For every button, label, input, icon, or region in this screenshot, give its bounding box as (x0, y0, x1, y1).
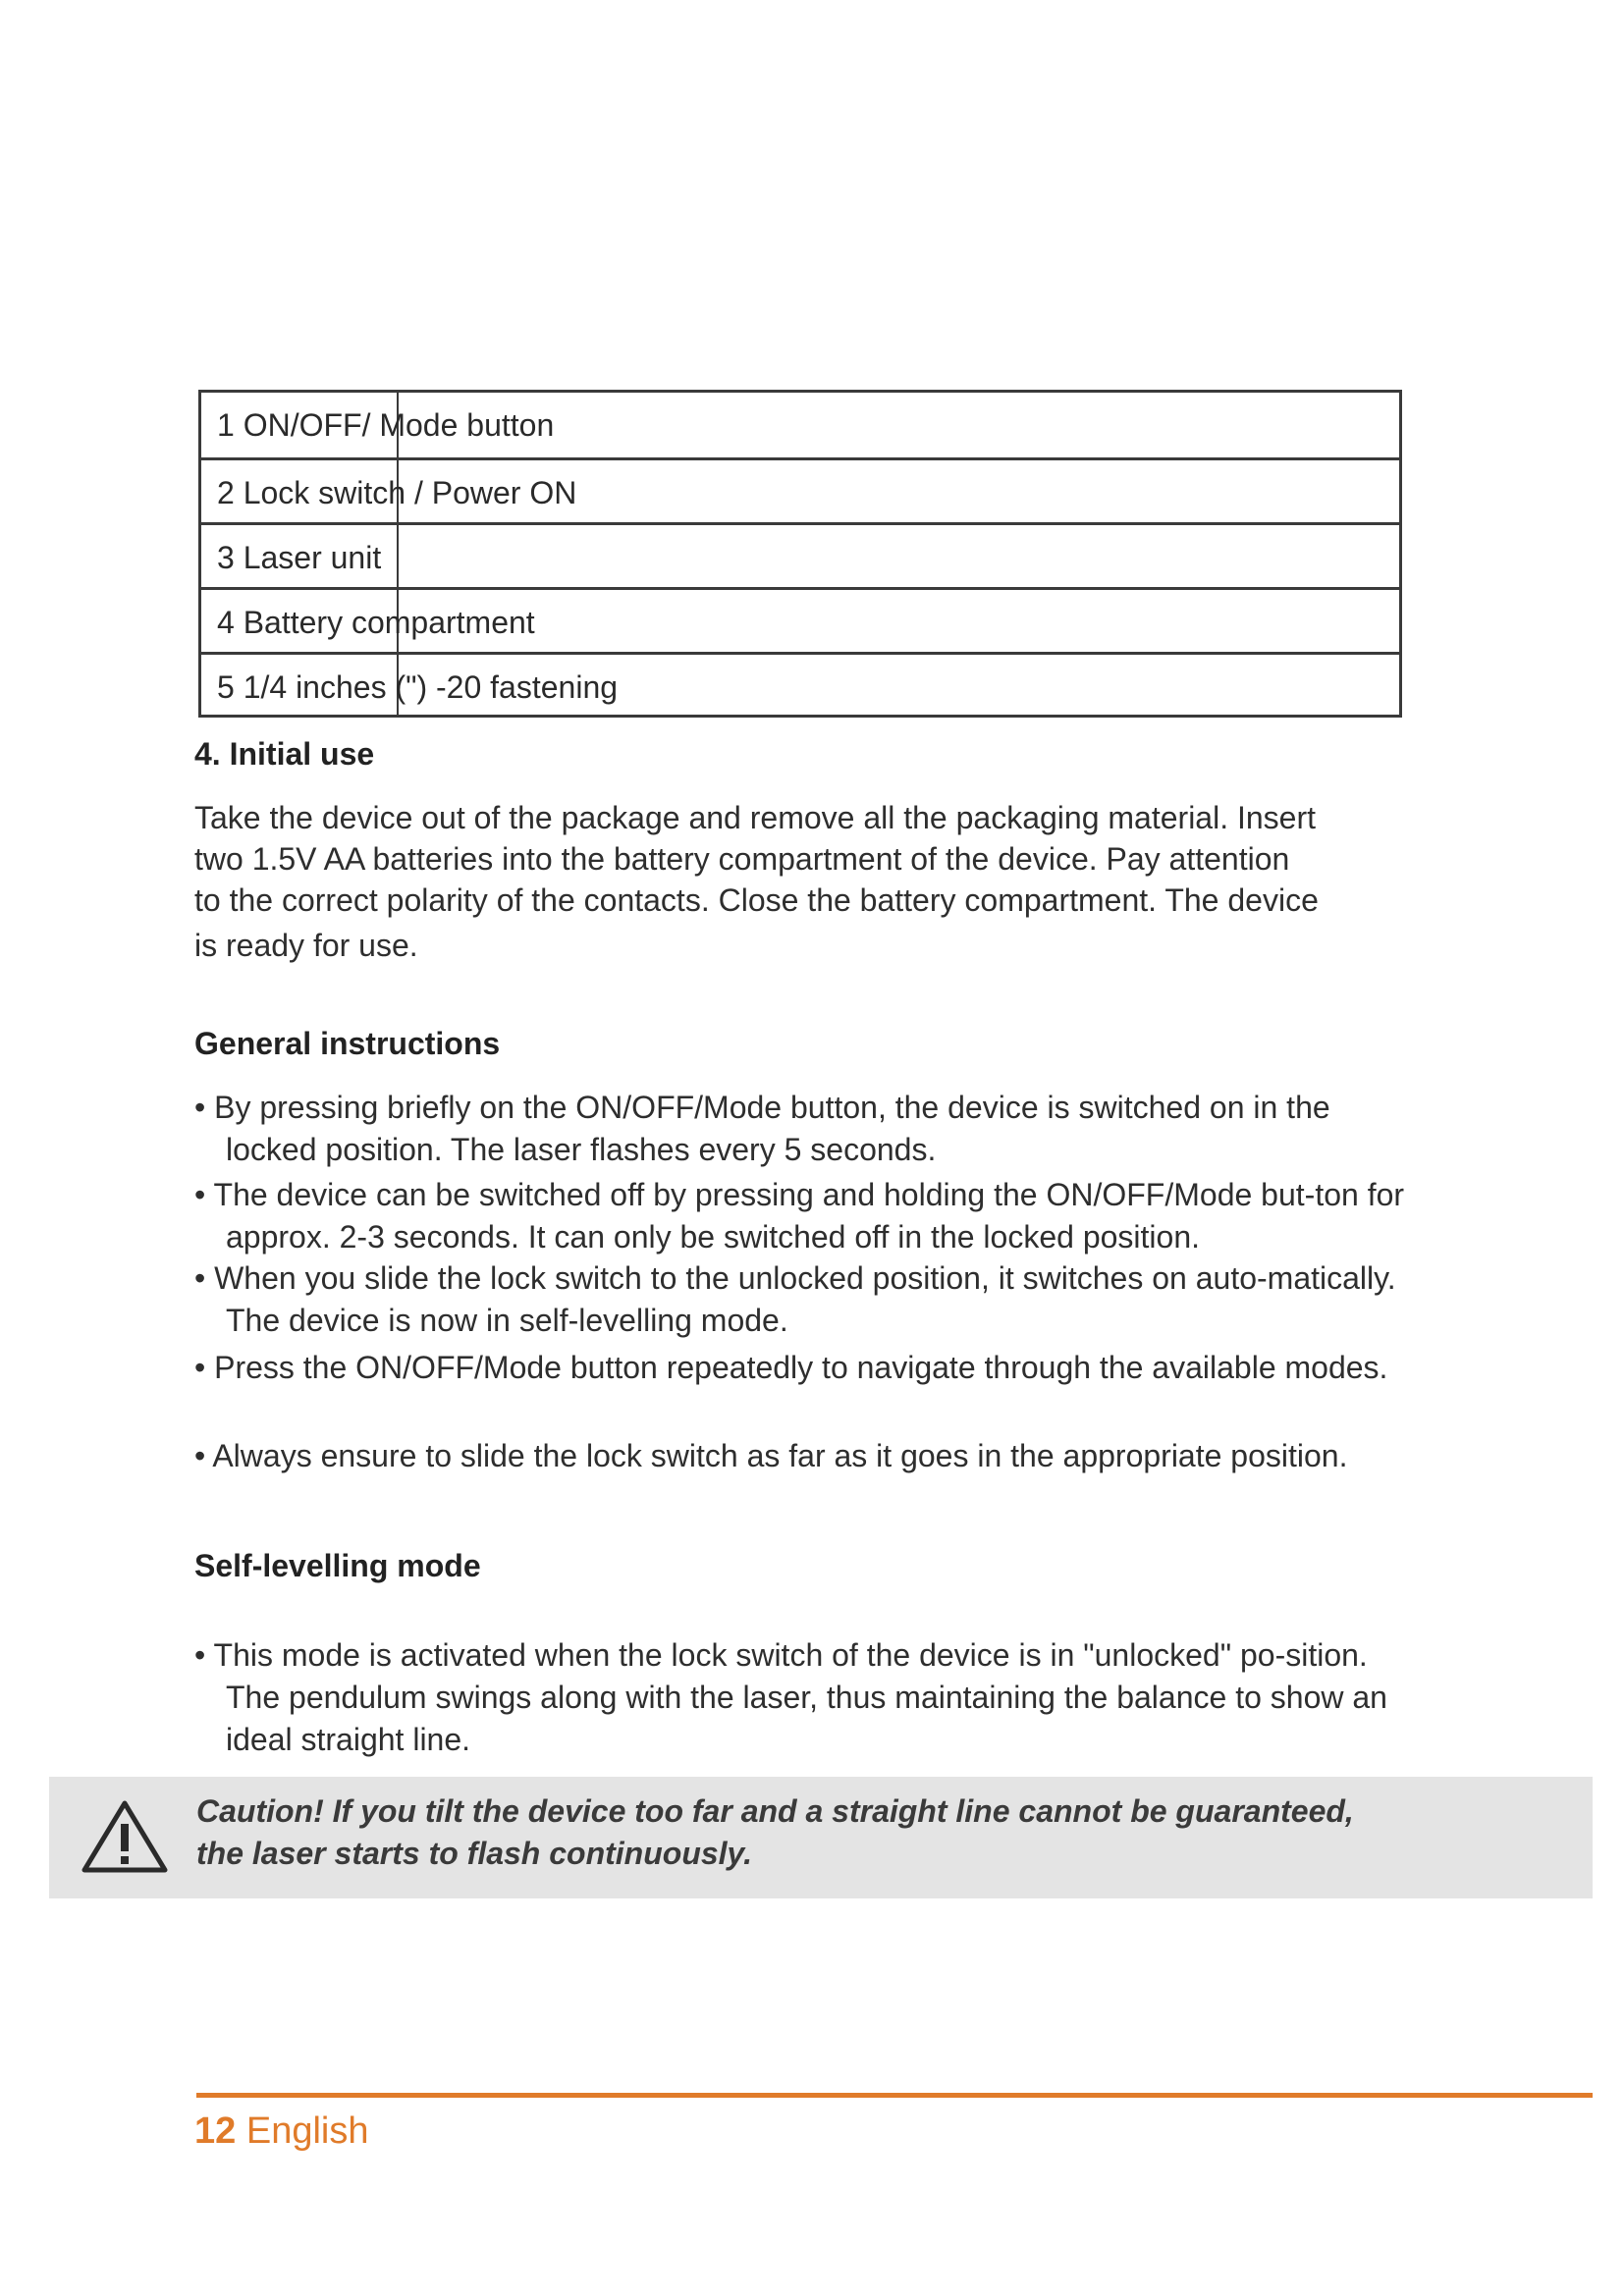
self-levelling-bullet: • This mode is activated when the lock switch of the device is in "unlocked" po-sition. The pendulum swings along with the laser, thus maintaining the balance to show an ideal straight line. (194, 1637, 1387, 1757)
initial-use-line: to the correct polarity of the contacts. Close the battery compartment. The device (194, 882, 1319, 918)
general-bullet: • Press the ON/OFF/Mode button repeatedly to navigate through the available modes. (194, 1350, 1388, 1385)
page-footer (194, 2110, 368, 2153)
table-row: 4 Battery compartment (201, 587, 1399, 652)
initial-use-line: Take the device out of the package and remove all the packaging material. Insert (194, 800, 1317, 835)
self-levelling-heading: Self-levelling mode (194, 1548, 481, 1583)
caution-text (196, 1790, 1571, 1875)
general-bullet: • When you slide the lock switch to the unlocked position, it switches on auto-matically. The device is now in self-levelling mode. (194, 1260, 1396, 1338)
caution-line: the laser starts to flash continuously. (196, 1836, 753, 1871)
parts-table (198, 390, 1402, 718)
warning-icon (81, 1798, 169, 1875)
table-row: 2 Lock switch / Power ON (201, 457, 1399, 522)
general-bullet: • The device can be switched off by pressing and holding the ON/OFF/Mode but-ton for approx. 2-3 seconds. It can only be switched off in the locked position. (194, 1177, 1405, 1255)
footer-language: English (245, 2110, 369, 2152)
initial-use-heading: 4. Initial use (194, 736, 375, 772)
general-bullet: • By pressing briefly on the ON/OFF/Mode button, the device is switched on in the locked position. The laser flashes every 5 seconds. (194, 1090, 1330, 1167)
general-bullet: • Always ensure to slide the lock switch as far as it goes in the appropriate position. (194, 1438, 1348, 1473)
table-row: 1 ON/OFF/ Mode button (217, 407, 555, 443)
footer-divider (196, 2093, 1593, 2098)
initial-use-line: two 1.5V AA batteries into the battery compartment of the device. Pay attention (194, 841, 1290, 877)
general-instructions-heading: General instructions (194, 1026, 501, 1061)
table-row: 5 1/4 inches (") -20 fastening (201, 652, 1399, 717)
caution-box (49, 1777, 1593, 1898)
caution-line: Caution! If you tilt the device too far and a straight line cannot be guaranteed, (196, 1793, 1354, 1829)
initial-use-line: is ready for use. (194, 928, 418, 963)
table-row: 3 Laser unit (201, 522, 1399, 587)
page-number: 12 (194, 2110, 237, 2152)
